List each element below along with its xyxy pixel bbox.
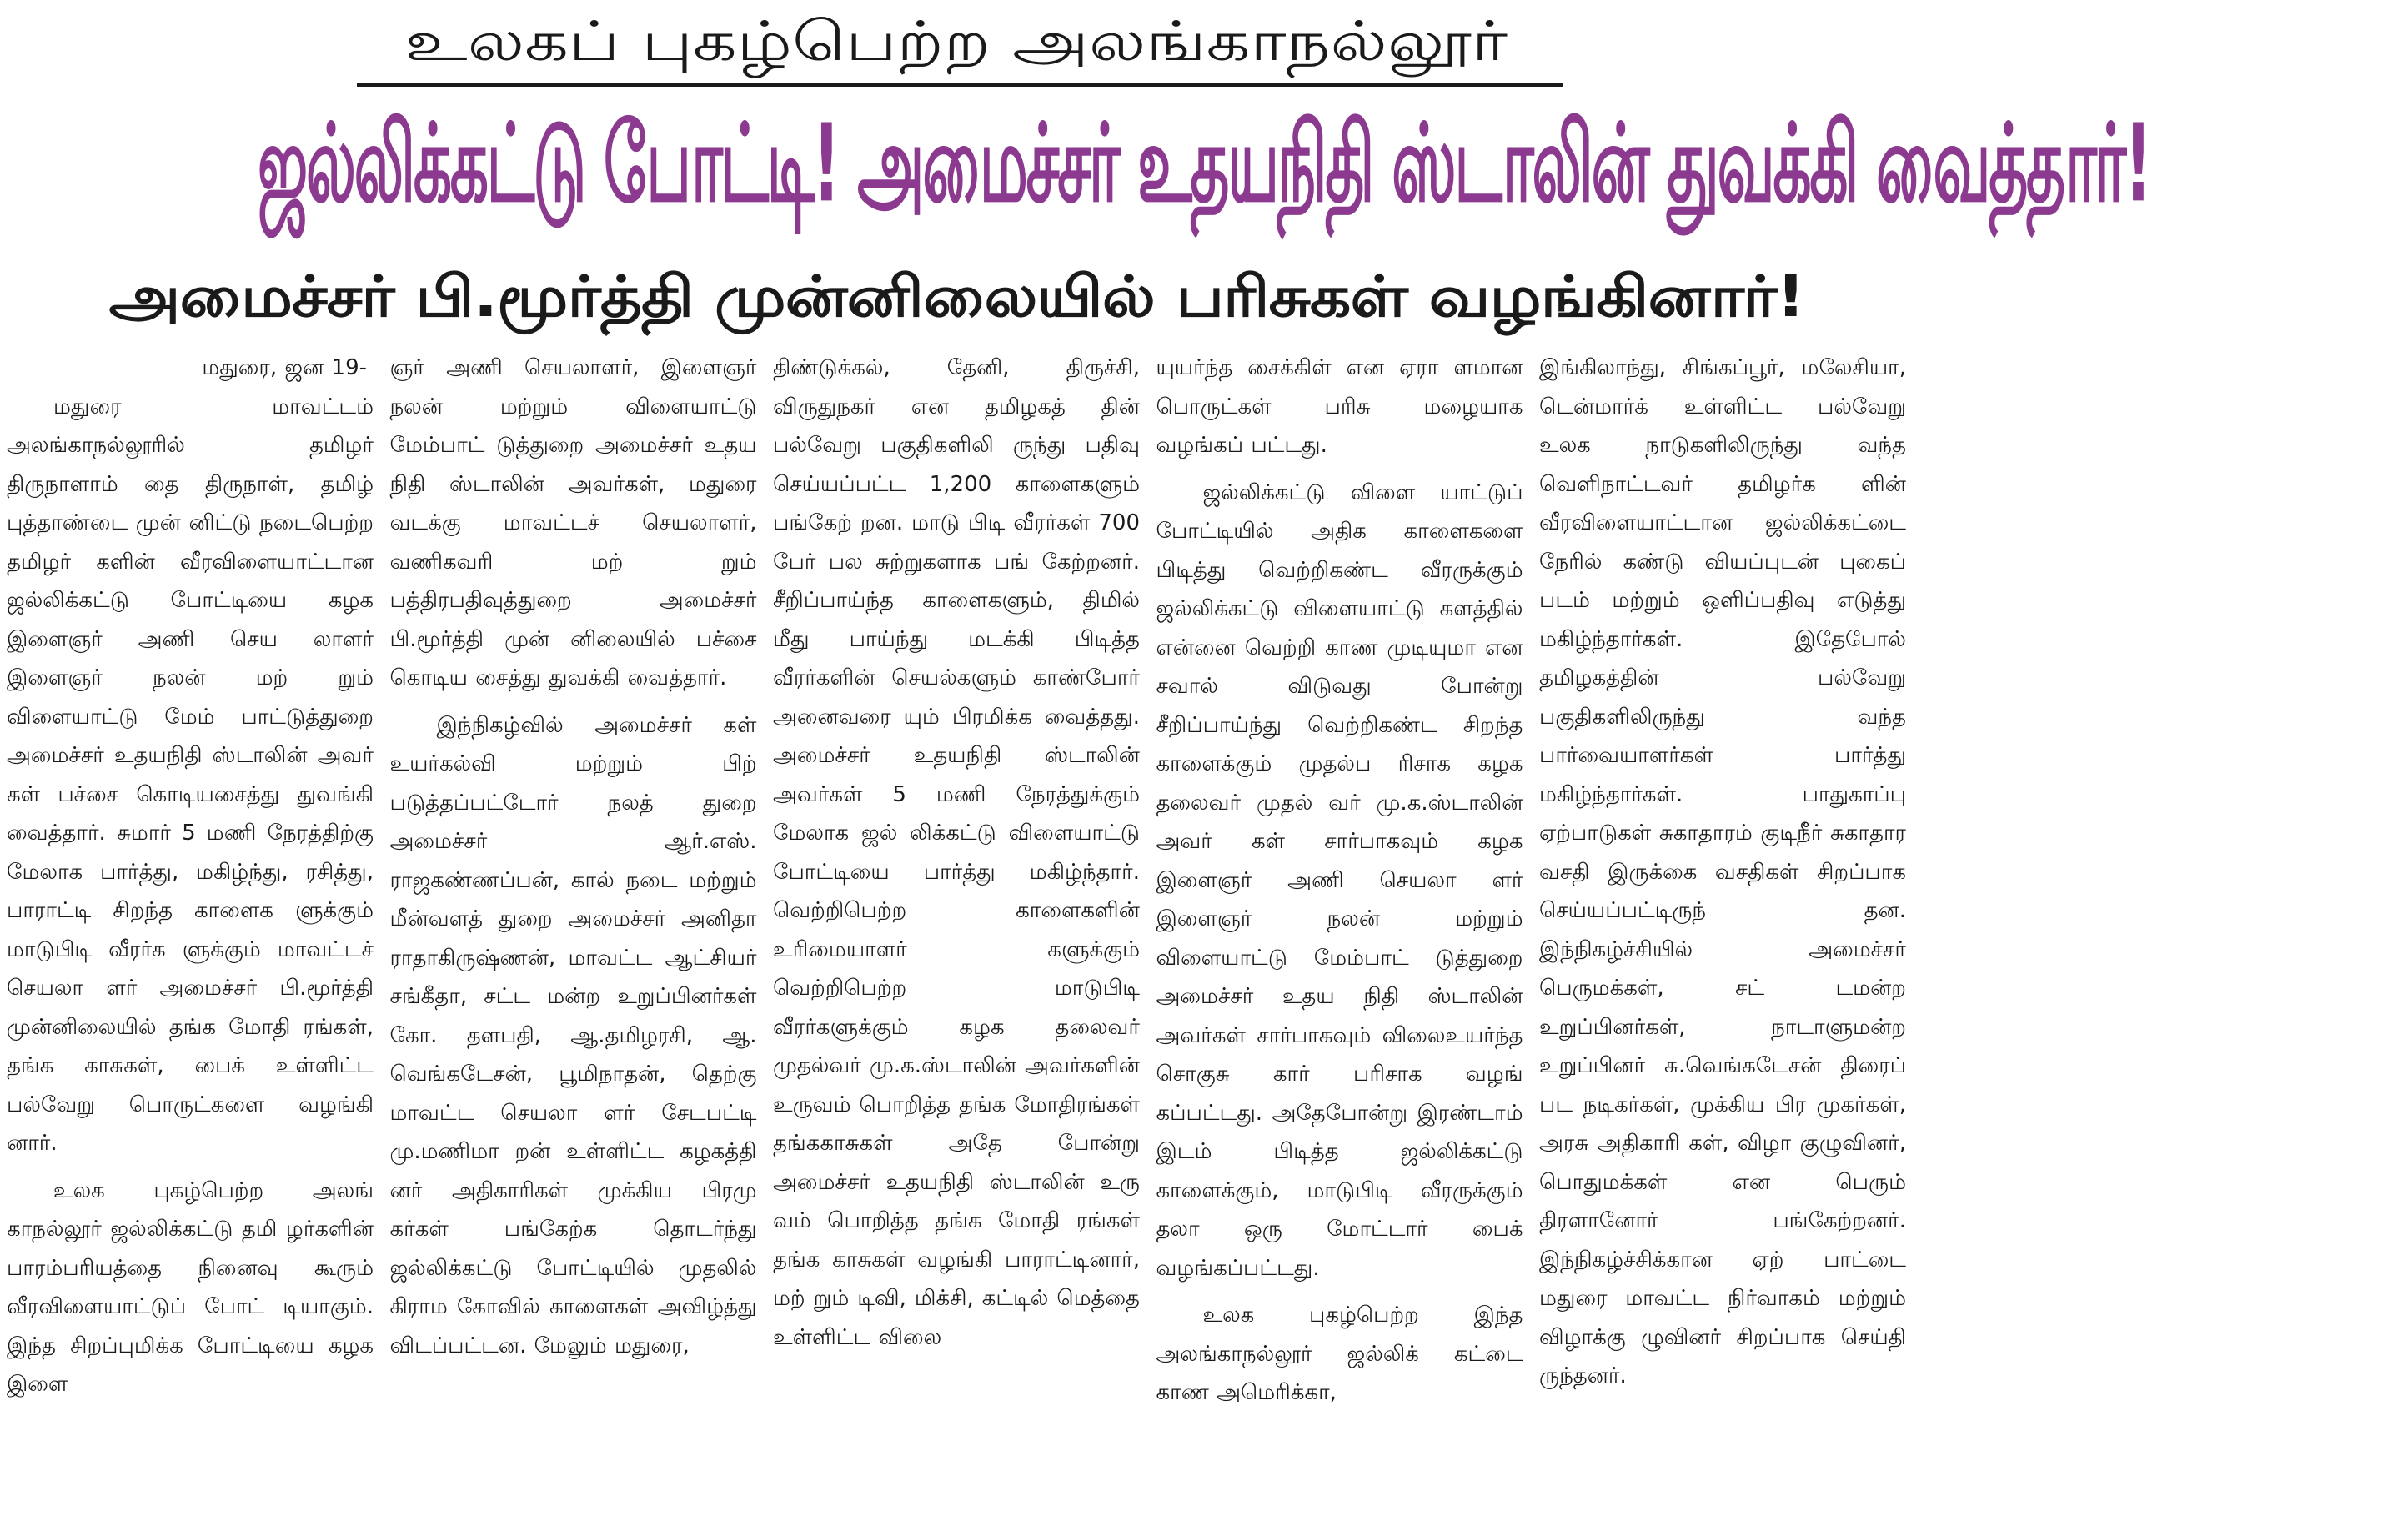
paragraph: ஜல்லிக்கட்டு விளை யாட்டுப் போட்டியில் அதிக காளைகளை பிடித்து வெற்றிகண்ட வீரருக்கும் ஜல்லிக்கட்டு விளையாட்டு களத்தில் என்னை வெற்றி காண முடியுமா என சவால் விடுவது போன்று சீறிப்பாய்ந்து வெற்றிகண்ட சிறந்த காளைக்கும் முதல்ப ரிசாக கழக தலைவர் முதல் வர் மு.க.ஸ்டாலின் அவர் கள் சார்பாகவும் கழக இளைஞர் அணி செயலா ளர் இளைஞர் நலன் மற்றும் விளையாட்டு மேம்பாட் டுத்துறை அமைச்சர் உதய நிதி ஸ்டாலின் அவர்கள் சார்பாகவும் விலைஉயர்ந்த சொகுசு கார் பரிசாக வழங் கப்பட்டது. அதேபோன்று இரண்டாம் இடம் பிடித்த ஜல்லிக்கட்டு காளைக்கும், மாடுபிடி வீரருக்கும் தலா ஒரு மோட்டார் பைக் வழங்கப்பட்டது. (1156, 479, 1523, 1281)
dateline: மதுரை, ஜன 19- (202, 355, 367, 380)
headline (0, 93, 2150, 235)
paragraph: யுயர்ந்த சைக்கிள் என ஏரா ளமான பொருட்கள் பரிசு மழையாக வழங்கப் பட்டது. (1156, 355, 1523, 458)
paragraph: ஞர் அணி செயலாளர், இளைஞர் நலன் மற்றும் விளையாட்டு மேம்பாட் டுத்துறை அமைச்சர் உதய நிதி ஸ்டாலின் அவர்கள், மதுரை வடக்கு மாவட்டச் செயலாளர், வணிகவரி மற் றும் பத்திரபதிவுத்துறை அமைச்சர் பி.மூர்த்தி முன் னிலையில் பச்சை கொடிய சைத்து துவக்கி வைத்தார். (389, 355, 757, 690)
article-column-1 (7, 349, 374, 1513)
paragraph: உலக புகழ்பெற்ற இந்த அலங்காநல்லூர் ஜல்லிக் கட்டை காண அமெரிக்கா, (1156, 1303, 1523, 1405)
subheadline-text: அமைச்சர் பி.மூர்த்தி முன்னிலையில் பரிசுகள் வழங்கினார்! (108, 263, 1804, 330)
paragraph: இங்கிலாந்து, சிங்கப்பூர், மலேசியா, டென்மார்க் உள்ளிட்ட பல்வேறு உலக நாடுகளிலிருந்து வந்த வெளிநாட்டவர் தமிழர்க ளின் வீரவிளையாட்டான ஜல்லிக்கட்டை நேரில் கண்டு வியப்புடன் புகைப் படம் மற்றும் ஒளிப்பதிவு எடுத்து மகிழ்ந்தார்கள். இதேபோல் தமிழகத்தின் பல்வேறு பகுதிகளிலிருந்து வந்த பார்வையாளர்கள் பார்த்து மகிழ்ந்தார்கள். பாதுகாப்பு ஏற்பாடுகள் சுகாதாரம் குடிநீர் சுகாதார வசதி இருக்கை வசதிகள் சிறப்பாக செய்யப்பட்டிருந் தன. இந்நிகழ்ச்சியில் அமைச்சர் பெருமக்கள், சட் டமன்ற உறுப்பினர்கள், நாடாளுமன்ற உறுப்பினர் சு.வெங்கடேசன் திரைப் பட நடிகர்கள், முக்கிய பிர முகர்கள், அரசு அதிகாரி கள், விழா குழுவினர், பொதுமக்கள் என பெரும் திரளானோர் பங்கேற்றனர். இந்நிகழ்ச்சிக்கான ஏற் பாட்டை மதுரை மாவட்ட நிர்வாகம் மற்றும் விழாக்கு ழுவினர் சிறப்பாக செய்தி ருந்தனர். (1539, 355, 1906, 1388)
article-column-4 (1156, 349, 1523, 1513)
paragraph: இந்நிகழ்வில் அமைச்சர் கள் உயர்கல்வி மற்றும் பிற் படுத்தப்பட்டோர் நலத் துறை அமைச்சர் ஆர்.எஸ். ராஜகண்ணப்பன், கால் நடை மற்றும் மீன்வளத் துறை அமைச்சர் அனிதா ராதாகிருஷ்ணன், மாவட்ட ஆட்சியர் சங்கீதா, சட்ட மன்ற உறுப்பினர்கள் கோ. தளபதி, ஆ.தமிழரசி, ஆ. வெங்கடேசன், பூமிநாதன், தெற்கு மாவட்ட செயலா ளர் சேடபட்டி மு.மணிமா றன் உள்ளிட்ட கழகத்தி னர் அதிகாரிகள் முக்கிய பிரமு கர்கள் பங்கேற்க தொடர்ந்து ஜல்லிக்கட்டு போட்டியில் முதலில் கிராம கோவில் காளைகள் அவிழ்த்து விடப்பட்டன. மேலும் மதுரை, (389, 712, 757, 1358)
article-column-3 (773, 349, 1140, 1513)
article-column-2 (390, 349, 757, 1513)
article-body (7, 349, 1906, 1513)
paragraph: திண்டுக்கல், தேனி, திருச்சி, விருதுநகர் என தமிழகத் தின் பல்வேறு பகுதிகளிலி ருந்து பதிவு செய்யப்பட்ட 1,200 காளைகளும் பங்கேற் றன. மாடு பிடி வீரர்கள் 700 பேர் பல சுற்றுகளாக பங் கேற்றனர். சீறிப்பாய்ந்த காளைகளும், திமில் மீது பாய்ந்து மடக்கி பிடித்த வீரர்களின் செயல்களும் காண்போர் அனைவரை யும் பிரமிக்க வைத்தது. அமைச்சர் உதயநிதி ஸ்டாலின் அவர்கள் 5 மணி நேரத்துக்கும் மேலாக ஜல் லிக்கட்டு விளையாட்டு போட்டியை பார்த்து மகிழ்ந்தார். வெற்றிபெற்ற காளைகளின் உரிமையாளர் களுக்கும் வெற்றிபெற்ற மாடுபிடி வீரர்களுக்கும் கழக தலைவர் முதல்வர் மு.க.ஸ்டாலின் அவர்களின் உருவம் பொறித்த தங்க மோதிரங்கள் தங்ககாசுகள் அதே போன்று அமைச்சர் உதயநிதி ஸ்டாலின் உரு வம் பொறித்த தங்க மோதி ரங்கள் தங்க காசுகள் வழங்கி பாராட்டினார், மற் றும் டிவி, மிக்சி, கட்டில் மெத்தை உள்ளிட்ட விலை (773, 355, 1140, 1350)
subheadline (0, 255, 1913, 339)
headline-text: ஜல்லிக்கட்டு போட்டி! அமைச்சர் உதயநிதி ஸ்டாலின் துவக்கி வைத்தார்! (257, 101, 2150, 227)
paragraph: உலக புகழ்பெற்ற அலங் காநல்லூர் ஜல்லிக்கட்டு தமி ழர்களின் பாரம்பரியத்தை நினைவு கூரும் வீரவிளையாட்டுப் போட் டியாகும். இந்த சிறப்புமிக்க போட்டியை கழக இளை (7, 1177, 374, 1397)
paragraph: மதுரை மாவட்டம் அலங்காநல்லூரில் தமிழர் திருநாளாம் தை திருநாள், தமிழ் புத்தாண்டை முன் னிட்டு நடைபெற்ற தமிழர் களின் வீரவிளையாட்டான ஜல்லிக்கட்டு போட்டியை கழக இளைஞர் அணி செய லாளர் இளைஞர் நலன் மற் றும் விளையாட்டு மேம் பாட்டுத்துறை அமைச்சர் உதயநிதி ஸ்டாலின் அவர் கள் பச்சை கொடியசைத்து துவங்கி வைத்தார். சுமார் 5 மணி நேரத்திற்கு மேலாக பார்த்து, மகிழ்ந்து, ரசித்து, பாராட்டி சிறந்த காளைக ளுக்கும் மாடுபிடி வீரர்க ளுக்கும் மாவட்டச் செயலா ளர் அமைச்சர் பி.மூர்த்தி முன்னிலையில் தங்க மோதி ரங்கள், தங்க காசுகள், பைக் உள்ளிட்ட பல்வேறு பொருட்களை வழங்கி னார். (7, 394, 374, 1156)
kicker-text: உலகப் புகழ்பெற்ற அலங்காநல்லூர் (404, 9, 1508, 73)
article-column-5 (1539, 349, 1906, 1513)
